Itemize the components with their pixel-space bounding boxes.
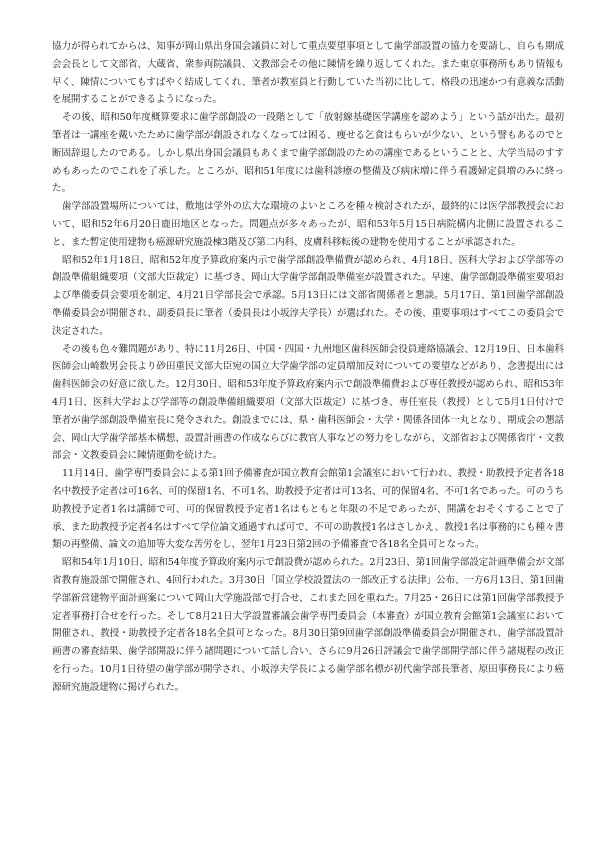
paragraph: 昭和54年1月10日、昭和54年度予算政府案内示で創設費が認められた。2月23日、第1回歯学部設定計画準備会が文部省教育施設部で開催され、4回行われた。3月30日「国立学校設置法の一部改正する法律」公布、一方6月13日、第1回歯学部新営建物平面計画案について岡山大学施設部で打合せ、これまた回を重ねた。7月25・26日には第1回歯学部教授予定者事務打合せを行った。そして8月21日大学設置審議会歯学専門委員会（本審査）が国立教育会館第1会議室において開催され、教授・助教授予定者各18名全員可となった。8月30日第9回歯学部創設準備委員会が開催され、歯学部設置計画書の審査結果、歯学部開設に伴う諸問題について話し合い、さらに9月26日評議会で歯学部開学部に伴う諸規程の改正を行った。10月1日待望の歯学部が開学され、小坂淳夫学長による歯学部名標が初代歯学部長筆者、原田事務長により癌源研究施設建物に掲げられた。 [52, 557, 564, 693]
paragraph: 歯学部設置場所については、敷地は学外の広大な環境のよいところを種々検討されたが、最終的には医学部教授会において、昭和52年6月20日鹿田地区となった。問題点が多々あったが、昭和53年5月15日病院構内北側に設置されること、また暫定使用建物も癌源研究施設棟3階及び第二内科、皮膚科移転後の建物を使用することが承認された。 [52, 201, 564, 248]
paragraph: 11月14日、歯学専門委員会による第1回予備審査が国立教育会館第1会議室において行われ、教授・助教授予定者各18名中教授予定者は可16名、可的保留1名、不可1名、助教授予定者は可13名、可的保留4名、不可1名であった。可のうち助教授予定者1名は講師で可、可的保留教授予定者1名はもともと年限の不足であったが、開講をおそくすることで了承、また助教授予定者4名はすべて学位論文通過すれば可で、不可の助教授1名はさしかえ、教授1名は事務的にも種々書類の再整備、論文の追加等大変な苦労をし、翌年1月23日第2回の予備審査で各18名全員可となった。 [52, 468, 564, 551]
paragraph: その後も色々難問題があり、特に11月26日、中国・四国・九州地区歯科医師会役員連絡協議会、12月19日、日本歯科医師会山崎数男会長より砂田重民文部大臣宛の国立大学歯学部の定員増加反対についての要望などがあり、念書提出には歯科医師会の好意に欲した。12月30日、昭和53年度予算政府案内示で創設準備費および専任教授が認められ、昭和53年4月1日、医科大学および学部等の創設準備組織要項（文部大臣裁定）に基づき、専任室長（教授）として5月1日付けで筆者が歯学部創設準備室長に発令された。創設までには、県・歯科医師会・大学・関係各団体一丸となり、期成会の懇話会、岡山大学歯学部基本構想、設置計画書の作成ならびに教官人事などの努力をしながら、文部省および関係省庁・文教部会・文教委員会に陳情運動を続けた。 [52, 343, 564, 462]
body-text [52, 38, 564, 696]
paragraph: 昭和52年1月18日、昭和52年度予算政府案内示で歯学部創設準備費が認められ、4月18日、医科大学および学部等の創設準備組織要項（文部大臣裁定）に基づき、岡山大学歯学部創設準備室が設置された。早速、歯学部創設準備室要項および準備委員会要項を制定、4月21日学部長会で承認。5月13日には文部省関係者と懇談。5月17日、第1回歯学部創設準備委員会が開催され、副委員長に筆者（委員長は小坂淳夫学長）が選ばれた。その後、重要事項はすべてこの委員会で決定された。 [52, 254, 564, 337]
paragraph: その後、昭和50年度概算要求に歯学部創設の一段階として「放射線基礎医学講座を認めよう」という話が出た。最初筆者は一講座を戴いたために歯学部が創設されなくなっては困る、痩せる乞食はもらいが少ない、という譬もあるのでと断固辞退したのである。しかし県出身国会議員もあくまで歯学部創設のための講座であるということと、大学当局のすすめもあったのでこれを了承した。ところが、昭和51年度には歯科診療の整備及び病床増に伴う看護婦定員増のみに終った。 [52, 112, 564, 195]
paragraph: 協力が得られてからは、知事が岡山県出身国会議員に対して重点要望事項として歯学部設置の協力を要請し、自らも期成会会長として文部省、大蔵省、衆参両院議員、文教部会その他に陳情を繰り返してくれた。また東京事務所もあり情報も早く、陳情についてもすばやく結成してくれ、筆者が教室員と行動していた当初に比して、格段の迅速かつ有意義な活動を展開することができるようになった。 [52, 41, 564, 106]
